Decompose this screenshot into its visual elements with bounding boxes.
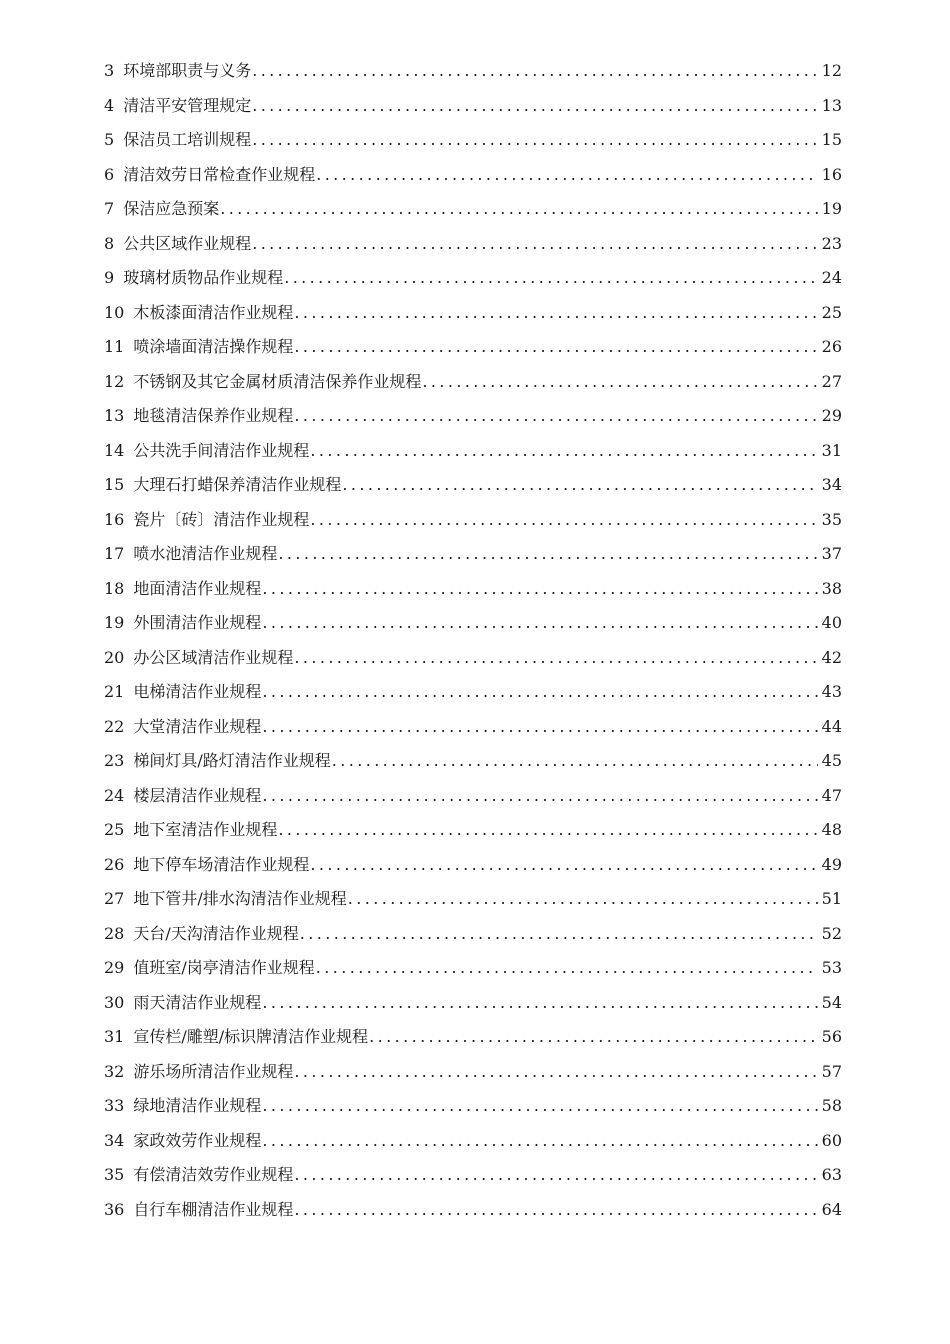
toc-entry-page-number: 34 bbox=[821, 475, 842, 494]
toc-entry-page-number: 12 bbox=[821, 61, 842, 80]
toc-entry-page-number: 35 bbox=[821, 509, 842, 529]
toc-dot-leader bbox=[262, 784, 818, 808]
toc-dot-leader bbox=[294, 301, 818, 325]
toc-entry-title: 环境部职责与义务 bbox=[123, 61, 252, 80]
toc-entry-title: 自行车棚清洁作业规程 bbox=[133, 1199, 294, 1219]
toc-entry-title: 清洁效劳日常检查作业规程 bbox=[123, 164, 316, 184]
toc-dot-leader bbox=[422, 370, 818, 394]
toc-entry-title: 保洁应急预案 bbox=[123, 199, 220, 218]
toc-entry[interactable] bbox=[104, 991, 842, 1026]
toc-entry-page-number: 29 bbox=[821, 406, 842, 425]
toc-dot-leader bbox=[342, 473, 818, 497]
toc-entry[interactable] bbox=[104, 542, 842, 577]
toc-entry[interactable] bbox=[104, 887, 842, 922]
toc-entry[interactable] bbox=[104, 680, 842, 715]
toc-entry-title: 值班室/岗亭清洁作业规程 bbox=[133, 958, 315, 977]
toc-entry[interactable] bbox=[104, 94, 842, 129]
toc-entry-number: 27 bbox=[104, 889, 125, 908]
toc-entry-number: 25 bbox=[104, 820, 125, 839]
toc-dot-leader bbox=[220, 197, 818, 221]
toc-entry-number: 20 bbox=[104, 647, 125, 667]
toc-entry-page-number: 26 bbox=[821, 337, 842, 356]
toc-entry-number: 13 bbox=[104, 406, 125, 425]
toc-entry[interactable] bbox=[104, 370, 842, 405]
toc-entry-page-number: 13 bbox=[821, 95, 842, 115]
toc-entry-number: 19 bbox=[104, 613, 125, 632]
toc-entry[interactable] bbox=[104, 784, 842, 819]
toc-entry-page-number: 47 bbox=[821, 785, 842, 805]
toc-dot-leader bbox=[262, 577, 818, 601]
toc-entry[interactable] bbox=[104, 922, 842, 957]
toc-entry[interactable] bbox=[104, 439, 842, 474]
toc-entry-number: 15 bbox=[104, 475, 125, 494]
toc-entry-page-number: 52 bbox=[821, 923, 842, 943]
toc-dot-leader bbox=[294, 1060, 818, 1084]
toc-dot-leader bbox=[262, 680, 818, 704]
toc-entry-number: 7 bbox=[104, 199, 115, 218]
toc-entry-title: 木板漆面清洁作业规程 bbox=[133, 302, 294, 322]
toc-dot-leader bbox=[262, 1129, 818, 1153]
toc-dot-leader bbox=[310, 508, 818, 532]
toc-entry-page-number: 60 bbox=[821, 1130, 842, 1150]
toc-entry-page-number: 49 bbox=[821, 854, 842, 874]
toc-entry-title: 家政效劳作业规程 bbox=[133, 1130, 262, 1150]
toc-entry[interactable] bbox=[104, 1094, 842, 1129]
toc-entry-number: 17 bbox=[104, 544, 125, 563]
toc-entry-title: 公共洗手间清洁作业规程 bbox=[133, 440, 310, 460]
toc-entry-title: 保洁员工培训规程 bbox=[123, 130, 252, 149]
toc-entry-title: 大堂清洁作业规程 bbox=[133, 716, 262, 736]
toc-entry[interactable] bbox=[104, 335, 842, 370]
toc-entry[interactable] bbox=[104, 163, 842, 198]
toc-entry[interactable] bbox=[104, 59, 842, 94]
toc-entry-number: 36 bbox=[104, 1199, 125, 1219]
toc-entry-number: 22 bbox=[104, 716, 125, 736]
toc-entry-title: 不锈钢及其它金属材质清洁保养作业规程 bbox=[133, 371, 422, 391]
toc-entry-number: 9 bbox=[104, 268, 115, 287]
toc-entry-number: 12 bbox=[104, 371, 125, 391]
toc-entry-page-number: 27 bbox=[821, 371, 842, 391]
toc-entry-number: 6 bbox=[104, 164, 115, 184]
toc-entry-page-number: 54 bbox=[821, 992, 842, 1012]
toc-entry-page-number: 43 bbox=[821, 682, 842, 701]
toc-entry[interactable] bbox=[104, 473, 842, 508]
toc-entry-page-number: 40 bbox=[821, 613, 842, 632]
toc-entry[interactable] bbox=[104, 577, 842, 612]
toc-entry-number: 24 bbox=[104, 785, 125, 805]
toc-entry-number: 31 bbox=[104, 1027, 125, 1046]
toc-entry-page-number: 24 bbox=[821, 268, 842, 287]
toc-dot-leader bbox=[348, 887, 818, 911]
toc-entry-number: 26 bbox=[104, 854, 125, 874]
toc-entry-number: 8 bbox=[104, 233, 115, 253]
toc-dot-leader bbox=[316, 956, 818, 980]
toc-entry-title: 梯间灯具/路灯清洁作业规程 bbox=[133, 751, 331, 770]
toc-entry-number: 3 bbox=[104, 61, 115, 80]
toc-dot-leader bbox=[252, 59, 818, 83]
toc-entry-page-number: 16 bbox=[821, 164, 842, 184]
toc-entry-number: 21 bbox=[104, 682, 125, 701]
toc-dot-leader bbox=[262, 1094, 818, 1118]
toc-entry-number: 35 bbox=[104, 1165, 125, 1184]
toc-entry-number: 5 bbox=[104, 130, 115, 149]
toc-dot-leader bbox=[262, 611, 818, 635]
toc-entry-title: 瓷片〔砖〕清洁作业规程 bbox=[133, 509, 310, 529]
toc-entry-title: 宣传栏/雕塑/标识牌清洁作业规程 bbox=[133, 1027, 369, 1046]
toc-entry-page-number: 58 bbox=[821, 1096, 842, 1115]
toc-dot-leader bbox=[369, 1025, 818, 1049]
toc-entry[interactable] bbox=[104, 1129, 842, 1164]
toc-dot-leader bbox=[300, 922, 818, 946]
toc-entry[interactable] bbox=[104, 611, 842, 646]
toc-entry[interactable] bbox=[104, 301, 842, 336]
toc-entry[interactable] bbox=[104, 508, 842, 543]
toc-entry[interactable] bbox=[104, 404, 842, 439]
toc-entry[interactable] bbox=[104, 1025, 842, 1060]
toc-dot-leader bbox=[252, 94, 818, 118]
toc-entry-number: 18 bbox=[104, 578, 125, 598]
toc-entry-page-number: 48 bbox=[821, 820, 842, 839]
toc-entry-number: 29 bbox=[104, 958, 125, 977]
toc-entry-title: 外围清洁作业规程 bbox=[133, 613, 262, 632]
toc-entry-number: 30 bbox=[104, 992, 125, 1012]
toc-entry[interactable] bbox=[104, 646, 842, 681]
toc-entry-title: 公共区域作业规程 bbox=[123, 233, 252, 253]
toc-entry-number: 10 bbox=[104, 302, 125, 322]
toc-entry-title: 有偿清洁效劳作业规程 bbox=[133, 1165, 294, 1184]
toc-dot-leader bbox=[294, 1163, 818, 1187]
toc-entry-page-number: 23 bbox=[821, 233, 842, 253]
toc-entry[interactable] bbox=[104, 818, 842, 853]
toc-entry[interactable] bbox=[104, 1163, 842, 1198]
toc-dot-leader bbox=[262, 991, 818, 1015]
toc-entry-page-number: 44 bbox=[821, 716, 842, 736]
toc-entry[interactable] bbox=[104, 853, 842, 888]
toc-entry[interactable] bbox=[104, 128, 842, 163]
toc-entry[interactable] bbox=[104, 1198, 842, 1233]
toc-entry-page-number: 53 bbox=[821, 958, 842, 977]
toc-entry[interactable] bbox=[104, 715, 842, 750]
toc-entry-page-number: 38 bbox=[821, 578, 842, 598]
toc-entry[interactable] bbox=[104, 266, 842, 301]
toc-dot-leader bbox=[310, 439, 818, 463]
toc-entry-title: 地面清洁作业规程 bbox=[133, 578, 262, 598]
toc-dot-leader bbox=[278, 542, 818, 566]
toc-dot-leader bbox=[284, 266, 818, 290]
toc-entry-page-number: 42 bbox=[821, 647, 842, 667]
toc-dot-leader bbox=[252, 232, 818, 256]
toc-entry-page-number: 56 bbox=[821, 1027, 842, 1046]
toc-entry-number: 33 bbox=[104, 1096, 125, 1115]
toc-entry-title: 地下室清洁作业规程 bbox=[133, 820, 278, 839]
toc-entry-number: 23 bbox=[104, 751, 125, 770]
toc-entry-number: 11 bbox=[104, 337, 125, 356]
toc-entry-number: 28 bbox=[104, 923, 125, 943]
toc-entry-title: 清洁平安管理规定 bbox=[123, 95, 252, 115]
toc-dot-leader bbox=[294, 1198, 818, 1222]
toc-entry-page-number: 51 bbox=[821, 889, 842, 908]
toc-entry-page-number: 45 bbox=[821, 751, 842, 770]
toc-entry-title: 地下停车场清洁作业规程 bbox=[133, 854, 310, 874]
toc-entry-title: 天台/天沟清洁作业规程 bbox=[133, 923, 299, 943]
toc-entry-title: 办公区域清洁作业规程 bbox=[133, 647, 294, 667]
toc-entry-page-number: 57 bbox=[821, 1061, 842, 1081]
toc-entry-number: 14 bbox=[104, 440, 125, 460]
toc-entry-title: 地毯清洁保养作业规程 bbox=[133, 406, 294, 425]
toc-entry-number: 34 bbox=[104, 1130, 125, 1150]
toc-entry-page-number: 19 bbox=[821, 199, 842, 218]
toc-dot-leader bbox=[332, 749, 818, 773]
toc-entry-title: 电梯清洁作业规程 bbox=[133, 682, 262, 701]
toc-entry-number: 32 bbox=[104, 1061, 125, 1081]
toc-entry-title: 楼层清洁作业规程 bbox=[133, 785, 262, 805]
toc-dot-leader bbox=[278, 818, 818, 842]
toc-entry-title: 绿地清洁作业规程 bbox=[133, 1096, 262, 1115]
toc-entry-page-number: 64 bbox=[821, 1199, 842, 1219]
toc-dot-leader bbox=[262, 715, 818, 739]
toc-entry[interactable] bbox=[104, 749, 842, 784]
toc-entry[interactable] bbox=[104, 197, 842, 232]
toc-entry-title: 喷涂墙面清洁操作规程 bbox=[133, 337, 294, 356]
toc-entry-title: 玻璃材质物品作业规程 bbox=[123, 268, 284, 287]
toc-entry-number: 4 bbox=[104, 95, 115, 115]
toc-dot-leader bbox=[252, 128, 818, 152]
toc-entry-number: 16 bbox=[104, 509, 125, 529]
toc-entry-page-number: 25 bbox=[821, 302, 842, 322]
toc-dot-leader bbox=[294, 646, 818, 670]
toc-entry-page-number: 31 bbox=[821, 440, 842, 460]
toc-dot-leader bbox=[310, 853, 818, 877]
toc-entry-title: 喷水池清洁作业规程 bbox=[133, 544, 278, 563]
toc-dot-leader bbox=[294, 335, 818, 359]
toc-dot-leader bbox=[294, 404, 818, 428]
toc-entry[interactable] bbox=[104, 232, 842, 267]
toc-entry-title: 雨天清洁作业规程 bbox=[133, 992, 262, 1012]
toc-entry-title: 游乐场所清洁作业规程 bbox=[133, 1061, 294, 1081]
toc-entry[interactable] bbox=[104, 956, 842, 991]
toc-entry-title: 地下管井/排水沟清洁作业规程 bbox=[133, 889, 347, 908]
toc-entry-page-number: 63 bbox=[821, 1165, 842, 1184]
toc-entry-page-number: 15 bbox=[821, 130, 842, 149]
toc-entry-title: 大理石打蜡保养清洁作业规程 bbox=[133, 475, 342, 494]
toc-dot-leader bbox=[316, 163, 818, 187]
table-of-contents bbox=[104, 59, 842, 1232]
toc-entry[interactable] bbox=[104, 1060, 842, 1095]
toc-entry-page-number: 37 bbox=[821, 544, 842, 563]
